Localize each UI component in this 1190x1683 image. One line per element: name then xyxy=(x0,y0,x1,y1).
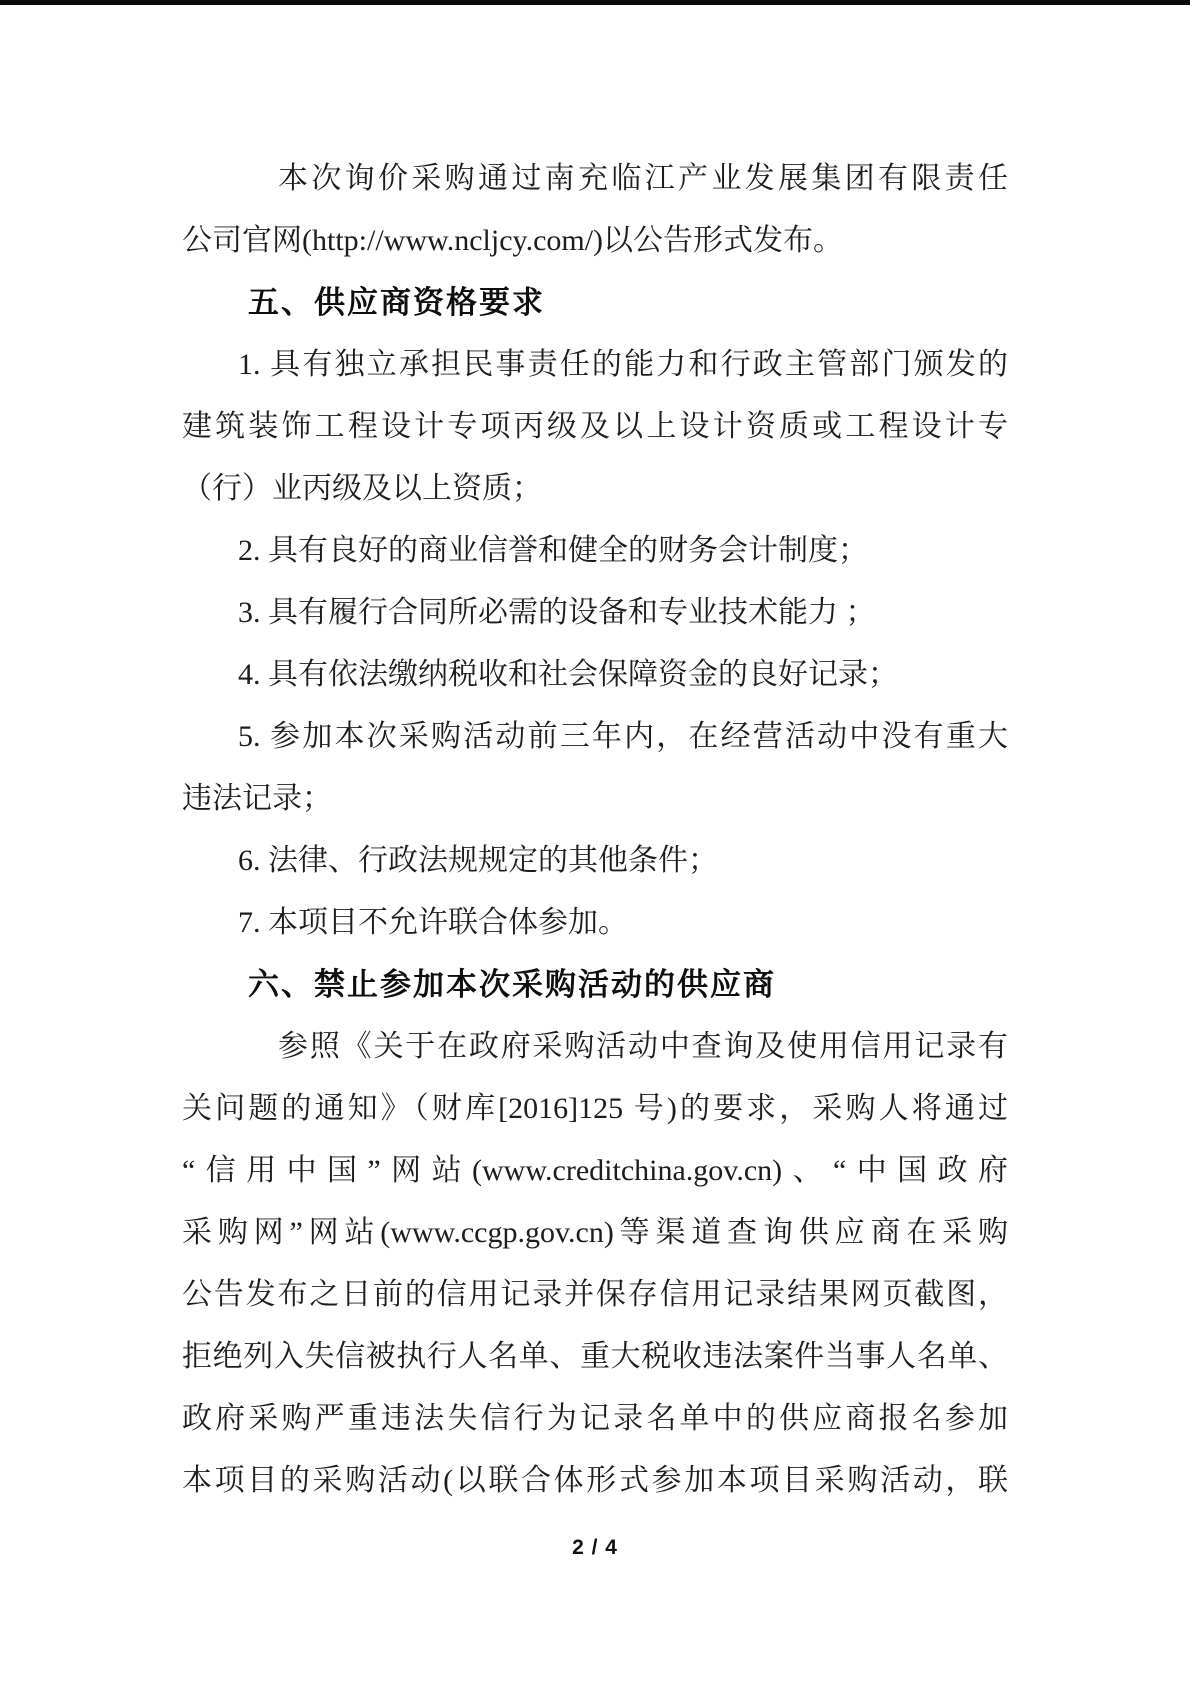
text-line: 2. 具有良好的商业信誉和健全的财务会计制度； xyxy=(238,534,868,567)
text-line: 4. 具有依法缴纳税收和社会保障资金的良好记录； xyxy=(238,658,898,691)
text-line: 1. 具有独立承担民事责任的能力和行政主管部门颁发的 xyxy=(238,348,1008,381)
text-line: （行）业丙级及以上资质； xyxy=(182,472,542,505)
section-heading: 六、禁止参加本次采购活动的供应商 xyxy=(248,967,776,1002)
top-border xyxy=(0,0,1190,5)
text-line: 违法记录； xyxy=(182,782,332,815)
text-line: 3. 具有履行合同所必需的设备和专业技术能力 ； xyxy=(238,596,876,629)
text-line: 采购网”网站(www.ccgp.gov.cn)等渠道查询供应商在采购 xyxy=(182,1216,1008,1249)
document-body xyxy=(182,148,1008,1512)
text-line: 本次询价采购通过南充临江产业发展集团有限责任 xyxy=(278,162,1008,195)
text-line: 参照《关于在政府采购活动中查询及使用信用记录有 xyxy=(278,1030,1008,1063)
text-line: 建筑装饰工程设计专项丙级及以上设计资质或工程设计专 xyxy=(182,410,1008,443)
text-line: 公告发布之日前的信用记录并保存信用记录结果网页截图， xyxy=(182,1278,1008,1311)
section-heading: 五、供应商资格要求 xyxy=(248,285,545,320)
page-number: 2 / 4 xyxy=(572,1536,618,1559)
text-line: 政府采购严重违法失信行为记录名单中的供应商报名参加 xyxy=(182,1402,1008,1435)
text-line: 公司官网(http://www.ncljcy.com/)以公告形式发布。 xyxy=(182,224,844,257)
text-line: 7. 本项目不允许联合体参加。 xyxy=(238,906,628,939)
text-line: 5. 参加本次采购活动前三年内，在经营活动中没有重大 xyxy=(238,720,1008,753)
text-line: 拒绝列入失信被执行人名单、重大税收违法案件当事人名单、 xyxy=(182,1340,1008,1373)
text-line: 6. 法律、行政法规规定的其他条件； xyxy=(238,844,718,877)
text-line: 本项目的采购活动(以联合体形式参加本项目采购活动，联 xyxy=(182,1464,1008,1497)
text-line: “信用中国”网站(www.creditchina.gov.cn)、“中国政府 xyxy=(182,1154,1008,1187)
text-line: 关问题的通知》（财库[2016]125 号)的要求，采购人将通过 xyxy=(182,1092,1008,1125)
